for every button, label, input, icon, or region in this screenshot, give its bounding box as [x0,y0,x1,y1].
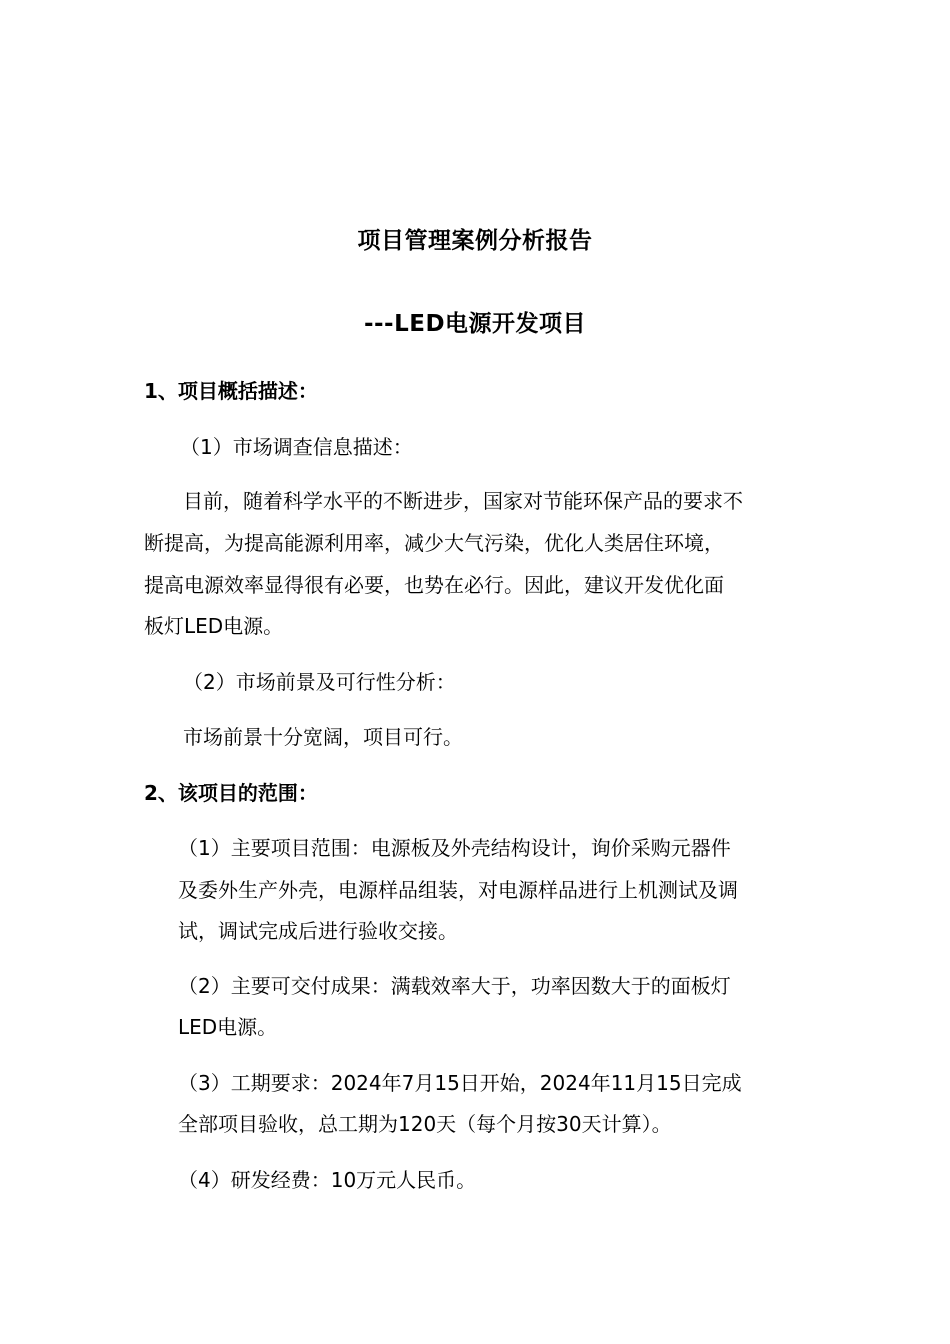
section1-sub2-text: 市场前景十分宽阔，项目可行。 [183,725,463,749]
section1-sub1-heading: （1）市场调查信息描述： [180,435,413,459]
section1-sub1-line-1: 目前，随着科学水平的不断进步，国家对节能环保产品的要求不 [183,489,743,513]
report-subtitle: ---LED电源开发项目 [363,311,587,337]
section2-item4: （4）研发经费：10万元人民币。 [178,1168,477,1192]
section2-item1-line-2: 及委外生产外壳，电源样品组装，对电源样品进行上机测试及调 [178,878,738,902]
section2-item1-line-1: （1）主要项目范围：电源板及外壳结构设计，询价采购元器件 [178,836,731,860]
section1-sub2-heading: （2）市场前景及可行性分析： [183,670,456,694]
report-title: 项目管理案例分析报告 [357,228,593,254]
section1-sub1-line-4: 板灯LED电源。 [144,614,284,638]
section1-sub1-line-3: 提高电源效率显得很有必要，也势在必行。因此，建议开发优化面 [144,573,724,597]
section2-item2-line-1: （2）主要可交付成果：满载效率大于，功率因数大于的面板灯 [178,974,731,998]
section2-item2-line-2: LED电源。 [178,1015,278,1039]
section2-item3-line-1: （3）工期要求：2024年7月15日开始，2024年11月15日完成 [178,1071,742,1095]
section2-item3-line-2: 全部项目验收，总工期为120天（每个月按30天计算）。 [178,1112,672,1136]
section1-heading: 1、项目概括描述： [144,379,318,403]
section1-sub1-line-2: 断提高，为提高能源利用率，减少大气污染，优化人类居住环境， [144,531,724,555]
section2-heading: 2、该项目的范围： [144,781,318,805]
section2-item1-line-3: 试，调试完成后进行验收交接。 [178,919,458,943]
